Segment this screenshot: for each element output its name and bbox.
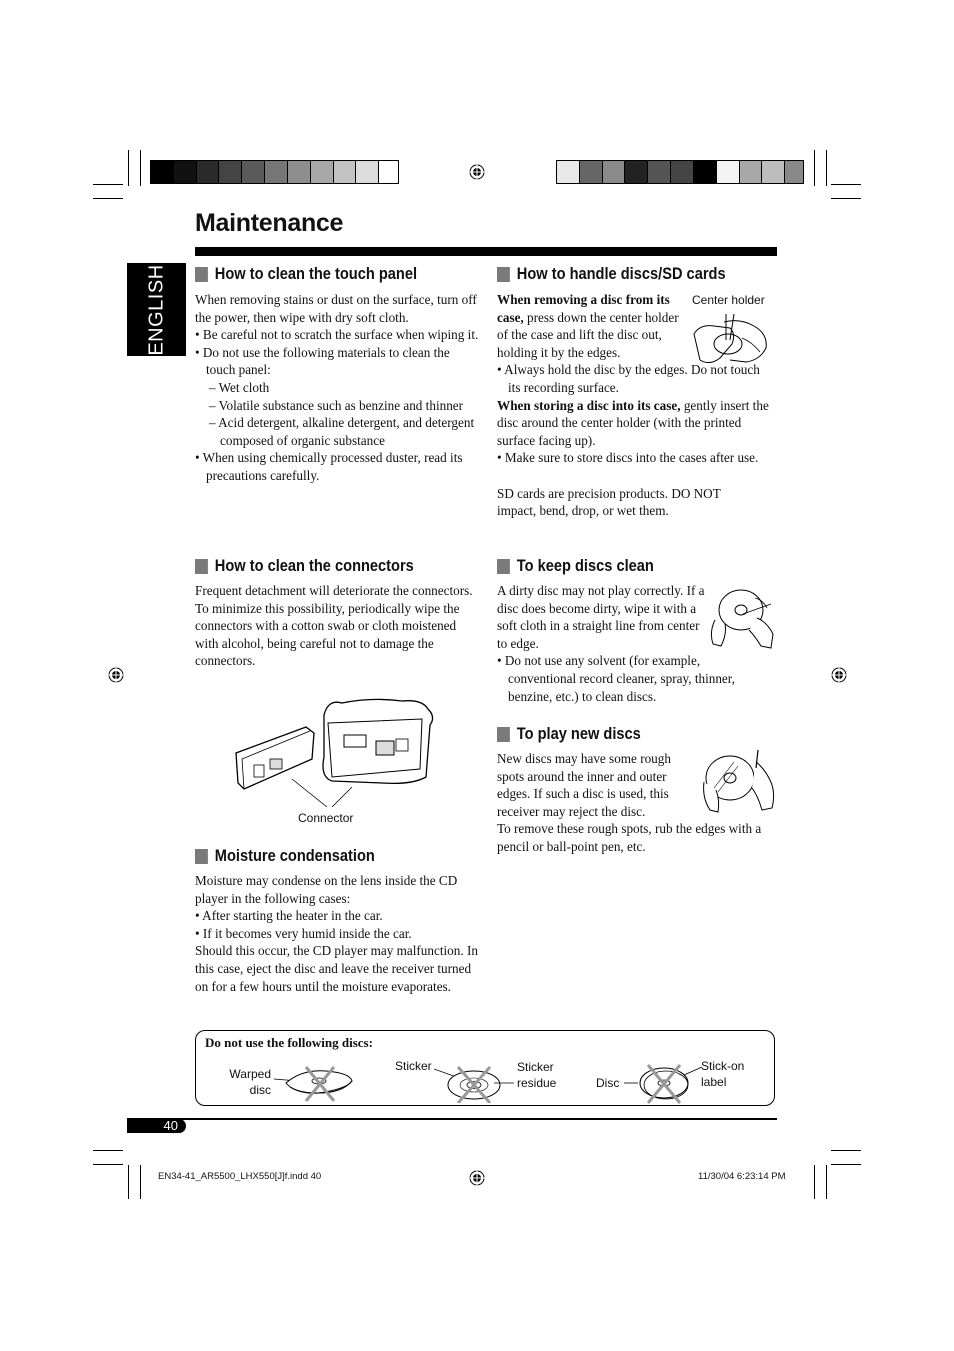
list-item: • Do not use any solvent (for example, conventional record cleaner, spray, thinner, benzine, etc.) to clean discs.: [497, 653, 735, 704]
connectors-body: [195, 582, 480, 670]
touch-panel-intro: When removing stains or dust on the surface, turn off the power, then wipe with dry soft cloth.: [195, 292, 477, 325]
heading-square-icon: [497, 267, 510, 282]
page-number: 40: [127, 1119, 186, 1133]
heading-square-icon: [497, 559, 510, 574]
page-title: Maintenance: [195, 209, 344, 237]
slug-timestamp: 11/30/04 6:23:14 PM: [698, 1171, 786, 1182]
touch-panel-body: [195, 291, 480, 485]
list-item: • If it becomes very humid inside the car.: [195, 925, 412, 941]
stick-on-label-disc-icon: [624, 1059, 704, 1105]
disc-label: Disc: [596, 1076, 620, 1090]
handle-discs-heading: How to handle discs/SD cards: [497, 264, 726, 284]
registration-mark-icon: [469, 1170, 485, 1186]
moisture-body: [195, 872, 480, 995]
slug-filename: EN34-41_AR5500_LHX550[J]f.indd 40: [158, 1171, 322, 1182]
list-item: • After starting the heater in the car.: [195, 908, 383, 924]
title-rule: [195, 247, 777, 256]
stick-on-label: Stick-on label: [701, 1059, 745, 1089]
bottom-rule: [127, 1118, 777, 1120]
storing-para: When storing a disc into its case, gently insert the disc around the center holder (with the printed surface facing up).: [497, 397, 769, 448]
color-bar-left: [150, 160, 399, 184]
touch-panel-heading: How to clean the touch panel: [195, 264, 417, 284]
heading-square-icon: [195, 559, 208, 574]
list-item: • When using chemically processed duster, read its precautions carefully.: [195, 450, 463, 483]
disc-warning-title: Do not use the following discs:: [205, 1035, 373, 1050]
registration-mark-icon: [831, 667, 847, 683]
keep-clean-body: [497, 582, 769, 705]
disc-warning-box: [195, 1030, 775, 1106]
list-item: • Do not use the following materials to clean the touch panel:: [195, 344, 450, 378]
keep-clean-heading: To keep discs clean: [497, 556, 654, 576]
list-item: • Make sure to store discs into the cases after use.: [497, 450, 759, 466]
heading-square-icon: [195, 267, 208, 282]
color-bar-right: [556, 160, 804, 184]
removing-lead: When removing a disc from its case,: [497, 292, 670, 325]
heading-square-icon: [497, 727, 510, 742]
list-item: • Always hold the disc by the edges. Do not touch its recording surface.: [497, 362, 760, 395]
moisture-intro: Moisture may condense on the lens inside the CD player in the following cases:: [195, 873, 458, 906]
removing-para: When removing a disc from its case, press down the center holder of the case and lift the disc out, holding it by the edges.: [497, 292, 679, 360]
sticker-disc-icon: [434, 1061, 516, 1103]
sd-note: SD cards are precision products. DO NOT impact, bend, drop, or wet them.: [497, 485, 721, 519]
storing-lead: When storing a disc into its case,: [497, 397, 681, 413]
connectors-para: To minimize this possibility, periodically wipe the connectors with a cotton swab or cloth moistened with alcohol, being careful not to damage the connectors.: [195, 600, 460, 669]
heading-square-icon: [195, 849, 208, 864]
warped-disc-icon: [272, 1061, 356, 1103]
sticker-label: Sticker: [395, 1059, 432, 1073]
language-tab: [127, 263, 186, 356]
keep-clean-para: A dirty disc may not play correctly. If a disc does become dirty, wipe it with a soft cloth in a straight line from center to edge.: [497, 583, 705, 651]
moisture-outro: Should this occur, the CD player may malfunction. In this case, eject the disc and leave the receiver turned on for a few hours until the moisture evaporates.: [195, 943, 478, 994]
new-discs-heading: To play new discs: [497, 724, 641, 744]
moisture-heading: Moisture condensation: [195, 846, 375, 866]
registration-mark-icon: [469, 164, 485, 180]
new-discs-para: To remove these rough spots, rub the edges with a pencil or ball-point pen, etc.: [497, 821, 762, 854]
connectors-para: Frequent detachment will deteriorate the connectors.: [195, 583, 473, 598]
list-item: – Volatile substance such as benzine and thinner: [209, 397, 464, 413]
sticker-residue-label: Sticker residue: [517, 1060, 557, 1090]
language-tab-label: ENGLISH: [145, 263, 167, 356]
center-holder-caption: Center holder: [692, 293, 765, 307]
registration-mark-icon: [108, 667, 124, 683]
new-discs-para: New discs may have some rough spots around the inner and outer edges. If such a disc is used, this receiver may reject the disc.: [497, 751, 671, 819]
connectors-heading: How to clean the connectors: [195, 556, 414, 576]
new-discs-body: [497, 750, 769, 856]
list-item: • Be careful not to scratch the surface when wiping it.: [195, 327, 479, 343]
connector-illustration: [232, 697, 442, 807]
list-item: – Acid detergent, alkaline detergent, and detergent composed of organic substance: [209, 415, 475, 448]
list-item: – Wet cloth: [209, 379, 270, 395]
connector-caption: Connector: [298, 811, 354, 825]
warped-disc-label: Warped disc: [229, 1067, 271, 1097]
handle-discs-body: [497, 291, 779, 520]
